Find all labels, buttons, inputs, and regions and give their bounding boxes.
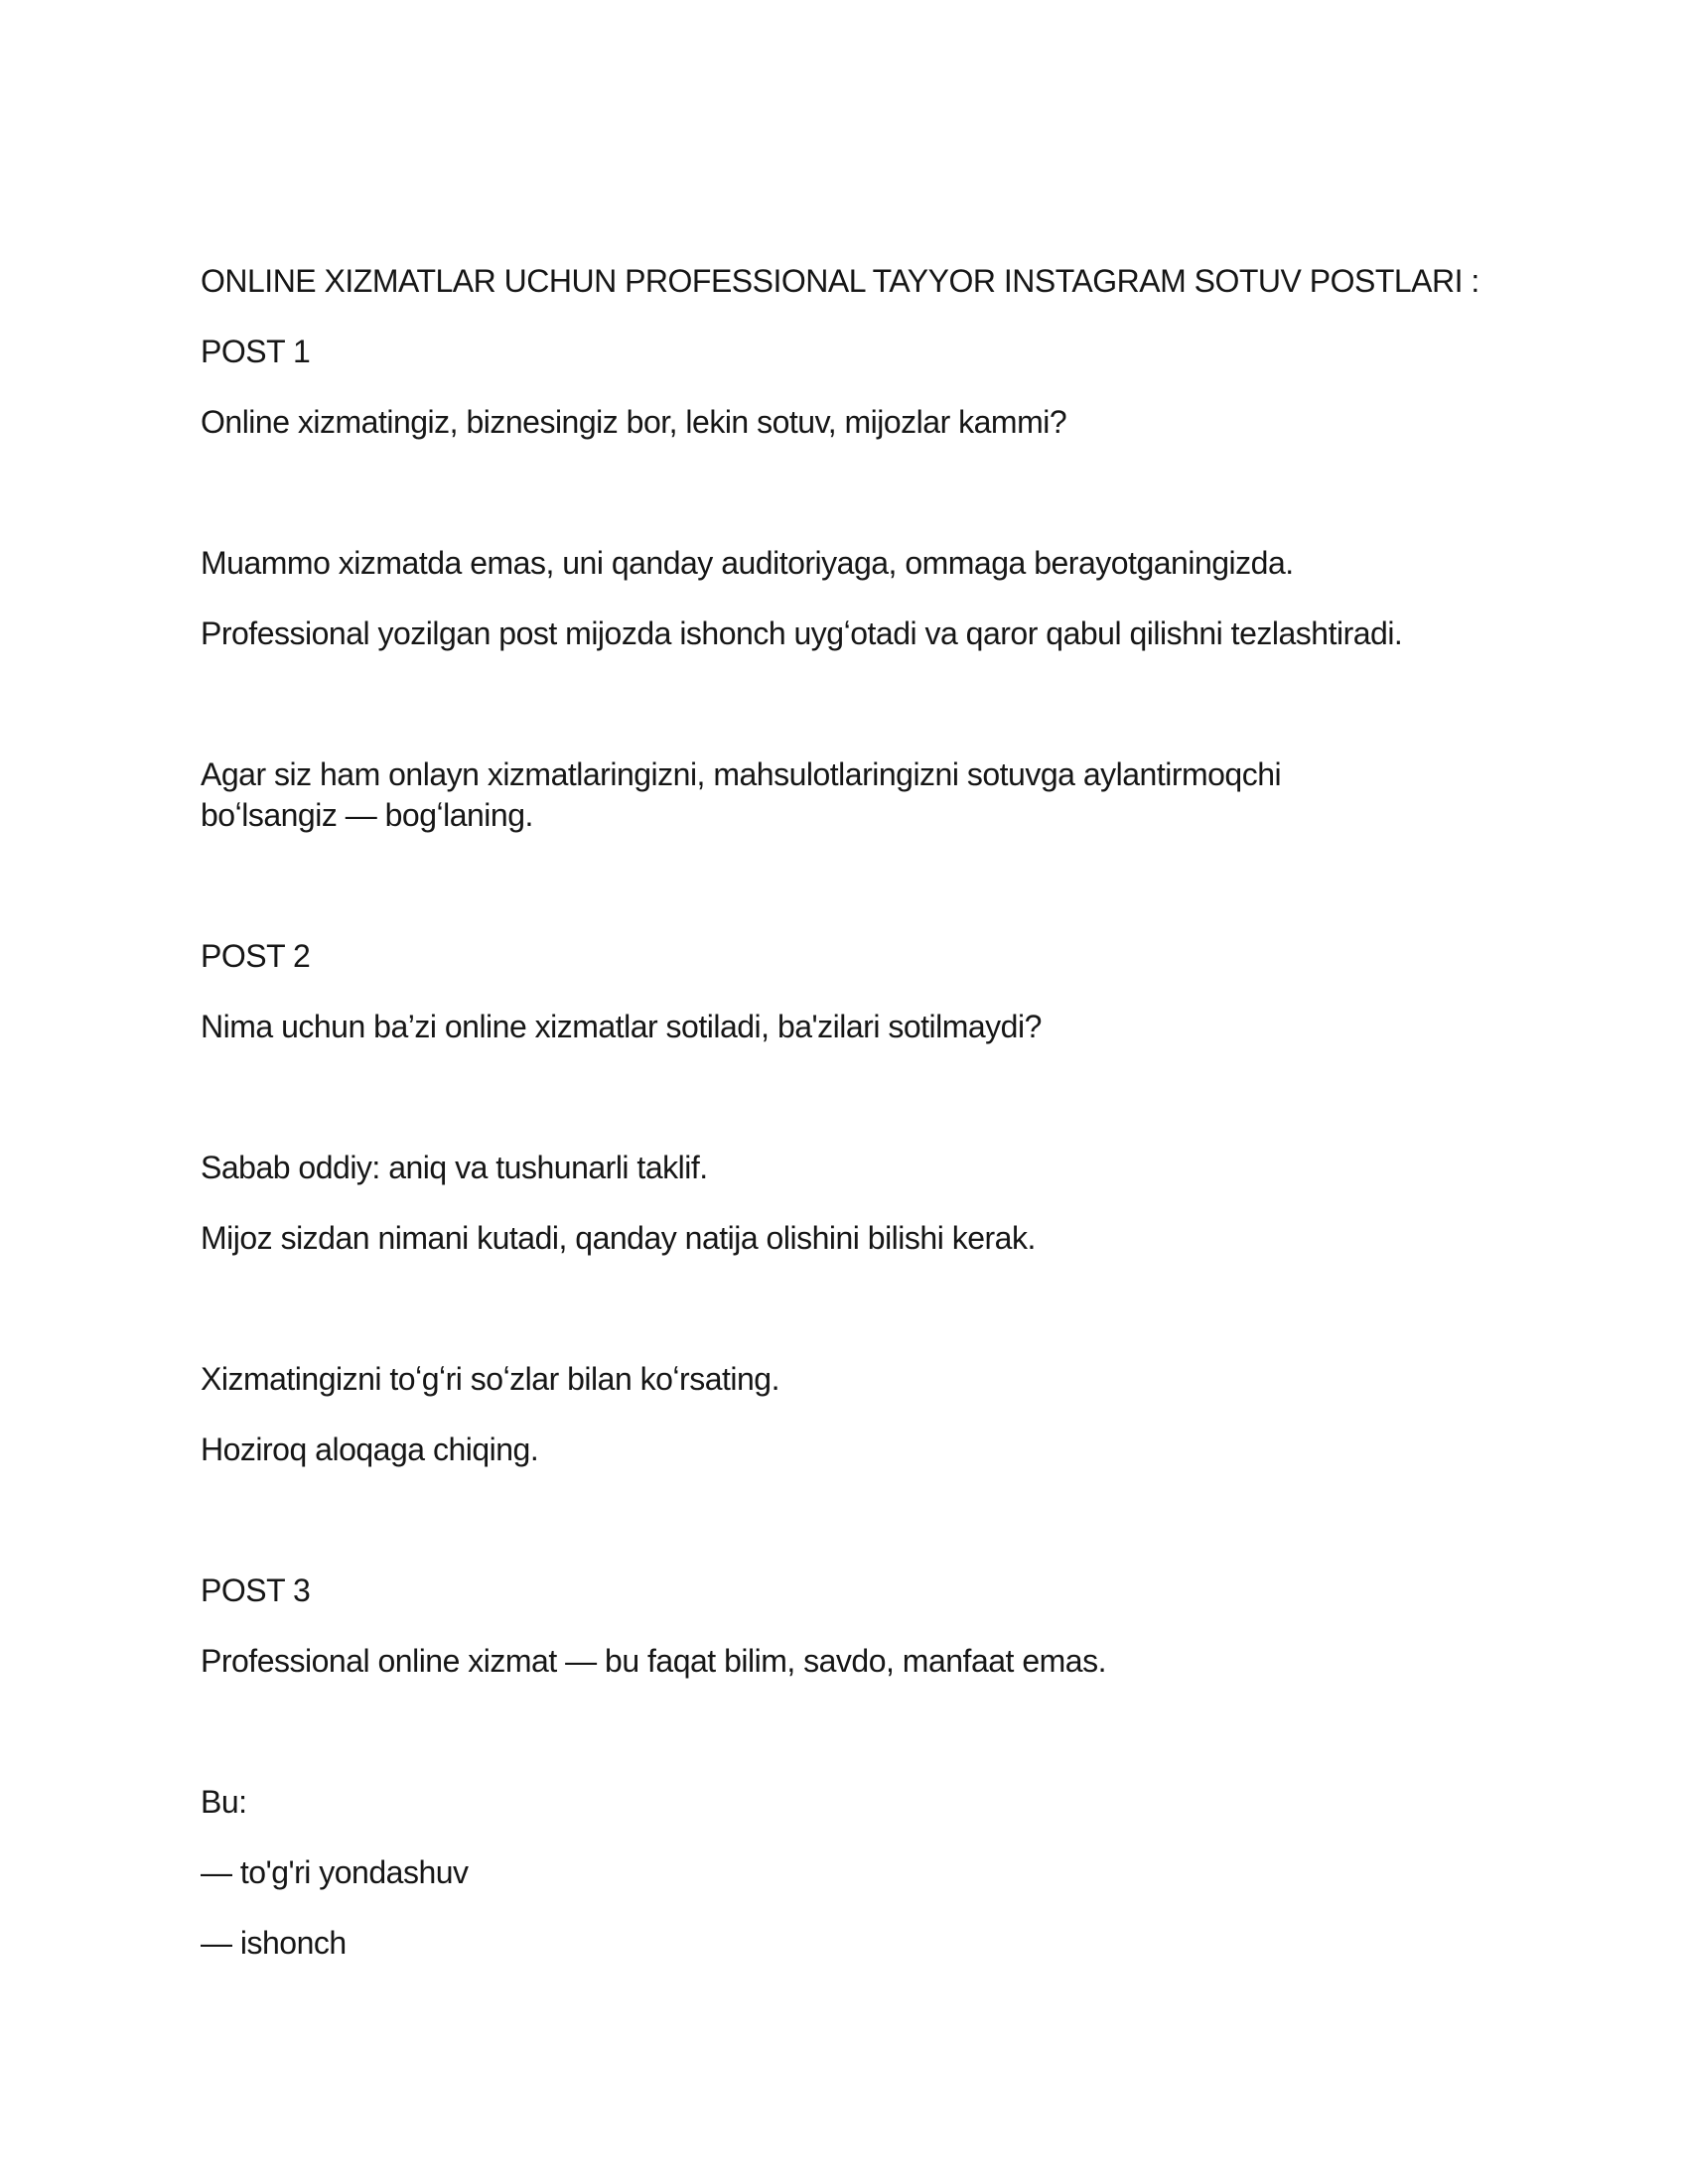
post-1-heading: POST 1 xyxy=(201,334,311,369)
post-3-list-item-1: — to'g'ri yondashuv xyxy=(201,1854,469,1890)
post-2-hook: Nima uchun ba’zi online xizmatlar sotiladi, ba'zilari sotilmaydi? xyxy=(201,1009,1042,1044)
post-2-cta-line-2: Hoziroq aloqaga chiqing. xyxy=(201,1432,539,1467)
empty-paragraph xyxy=(201,1289,1611,1359)
empty-paragraph xyxy=(201,684,1611,754)
post-1-body-line-2: Professional yozilgan post mijozda ishonch uygʻotadi va qaror qabul qilishni tezlashtiradi. xyxy=(201,615,1403,651)
post-2-cta-line-1: Xizmatingizni toʻgʻri soʻzlar bilan koʻrsating. xyxy=(201,1361,779,1397)
post-2-body-line-1: Sabab oddiy: aniq va tushunarli taklif. xyxy=(201,1150,708,1185)
document-title: ONLINE XIZMATLAR UCHUN PROFESSIONAL TAYYOR INSTAGRAM SOTUV POSTLARI : xyxy=(201,263,1479,299)
empty-paragraph xyxy=(201,473,1611,543)
post-1-hook: Online xizmatingiz, biznesingiz bor, lekin sotuv, mijozlar kammi? xyxy=(201,404,1067,440)
empty-paragraph xyxy=(201,1711,1611,1782)
empty-paragraph xyxy=(201,866,1611,936)
post-2-body-line-2: Mijoz sizdan nimani kutadi, qanday natija olishini bilishi kerak. xyxy=(201,1220,1036,1256)
post-3-list-intro: Bu: xyxy=(201,1784,247,1820)
post-3-list-item-2: — ishonch xyxy=(201,1925,347,1961)
post-3-heading: POST 3 xyxy=(201,1572,311,1608)
document-content xyxy=(201,261,1611,1993)
empty-paragraph xyxy=(201,1077,1611,1148)
post-1-body-line-1: Muammo xizmatda emas, uni qanday auditoriyaga, ommaga berayotganingizda. xyxy=(201,545,1294,581)
post-1-cta-line-2: boʻlsangiz — bogʻlaning. xyxy=(201,797,533,833)
post-3-hook: Professional online xizmat — bu faqat bilim, savdo, manfaat emas. xyxy=(201,1643,1106,1679)
post-2-heading: POST 2 xyxy=(201,938,311,974)
empty-paragraph xyxy=(201,1500,1611,1570)
post-1-cta-line-1: Agar siz ham onlayn xizmatlaringizni, mahsulotlaringizni sotuvga aylantirmoqchi xyxy=(201,756,1282,792)
